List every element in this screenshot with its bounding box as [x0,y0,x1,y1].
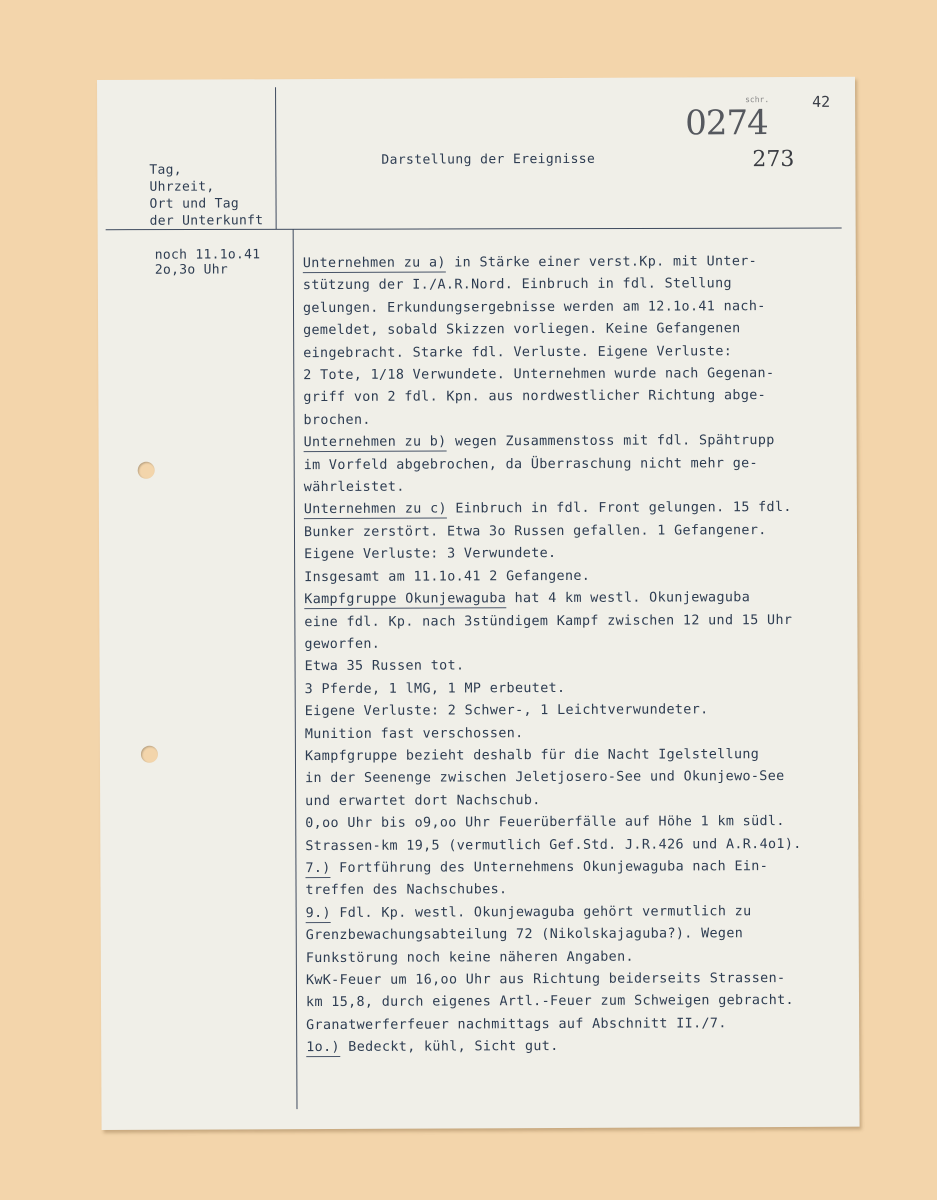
text-line [303,318,853,343]
text-line [304,587,854,612]
line-text: währleistet. [303,479,405,496]
header-left-column [149,161,263,229]
line-text: und erwartet dort Nachschub. [305,792,541,809]
header-label: Tag, [149,162,182,178]
line-text: 3 Pferde, 1 lMG, 1 MP erbeutet. [304,680,566,697]
underlined-heading: Unternehmen zu a) [302,255,446,272]
underlined-heading: 7.) [305,860,331,877]
text-line [303,340,853,365]
text-line [306,1013,856,1038]
header-column-divider [275,87,277,229]
archive-stamp-note: schr. [745,95,770,105]
text-line [306,923,856,948]
text-line [305,788,855,813]
header-label: Uhrzeit, [149,179,215,195]
text-line [304,452,854,477]
underlined-heading: Unternehmen zu b) [303,434,447,451]
date-line: noch 11.1o.41 [154,247,261,263]
text-line [304,497,854,522]
text-line [305,654,855,679]
text-line [303,363,853,388]
text-line [306,900,856,925]
line-text: treffen des Nachschubes. [305,882,508,899]
text-line [305,856,855,881]
header-label: Ort und Tag [149,196,239,212]
line-text: Eigene Verluste: 2 Schwer-, 1 Leichtverwundeter. [304,702,709,720]
line-text: in Stärke einer verst.Kp. mit Unter- [445,254,758,271]
line-text: im Vorfeld abgebrochen, da Überraschung nicht mehr ge- [303,455,758,473]
text-line [305,833,855,858]
line-text: KwK-Feuer um 16,oo Uhr aus Richtung beiderseits Strassen- [305,971,786,989]
line-text: 0,oo Uhr bis o9,oo Uhr Feuerüberfälle auf Höhe 1 km südl. [305,814,785,832]
document-page [97,77,860,1130]
text-line [306,1035,856,1060]
text-line [306,968,856,993]
line-text: stützung der I./A.R.Nord. Einbruch in fdl. Stellung [302,276,732,294]
line-text: Funkstörung noch keine näheren Angaben. [305,949,634,966]
text-line [304,542,854,567]
page-title: Darstellung der Ereignisse [381,151,596,168]
text-line [306,945,856,970]
underlined-heading: Kampfgruppe Okunjewaguba [304,591,507,608]
underlined-heading: Unternehmen zu c) [303,501,447,518]
text-line [304,609,854,634]
text-line [303,251,853,276]
text-line [305,676,855,701]
text-line [304,430,854,455]
line-text: Strassen-km 19,5 (vermutlich Gef.Std. J.R.426 und A.R.4o1). [305,836,802,854]
archive-stamp-number-2: 273 [752,146,795,173]
page-number: 42 [812,92,831,111]
line-text: km 15,8, durch eigenes Artl.-Feuer zum Schweigen gebracht. [305,993,794,1011]
text-line [305,699,855,724]
header-label: der Unterkunft [149,213,264,229]
line-text: Grenzbewachungsabteilung 72 (Nikolskajaguba?). Wegen [305,926,744,944]
line-text: Einbruch in fdl. Front gelungen. 15 fdl. [446,500,792,517]
events-text [303,251,857,1060]
underlined-heading: 1o.) [306,1040,340,1056]
text-line [303,296,853,321]
line-text: Bedeckt, kühl, Sicht gut. [339,1039,559,1056]
line-text: Kampfgruppe bezieht deshalb für die Nacht Igelstellung [304,747,760,765]
line-text: Eigene Verluste: 3 Verwundete. [304,546,557,563]
punch-hole-lower [141,746,158,763]
line-text: wegen Zusammenstoss mit fdl. Spähtrupp [446,433,775,450]
text-line [305,744,855,769]
line-text: Bunker zerstört. Etwa 3o Russen gefallen. 1 Gefangener. [303,522,767,540]
line-text: in der Seenenge zwischen Jeletjosero-See und Okunjewo-See [305,769,785,787]
time-line: 2o,3o Uhr [154,262,229,278]
text-line [304,475,854,500]
underlined-heading: 9.) [305,905,331,921]
line-text: griff von 2 fdl. Kpn. aus nordwestlicher Richtung abge- [303,388,767,406]
date-column [155,247,261,277]
text-line [305,766,855,791]
line-text: Fortführung des Unternehmens Okunjewaguba nach Ein- [330,859,769,876]
text-line [305,811,855,836]
line-text: eine fdl. Kp. nach 3stündigem Kampf zwischen 12 und 15 Uhr [304,612,793,630]
text-line [306,990,856,1015]
line-text: hat 4 km westl. Okunjewaguba [506,590,751,607]
line-text: geworfen. [304,636,381,653]
text-line [303,273,853,298]
line-text: eingebracht. Starke fdl. Verluste. Eigene Verluste: [303,343,733,361]
line-text: Granatwerferfeuer nachmittags auf Abschnitt II./7. [306,1016,727,1033]
punch-hole-upper [138,462,155,479]
text-line [304,632,854,657]
body-column-divider [293,229,298,1109]
text-line [304,520,854,545]
line-text: Munition fast verschossen. [304,725,524,742]
text-line [305,721,855,746]
line-text: Insgesamt am 11.1o.41 2 Gefangene. [304,568,591,585]
text-line [304,564,854,589]
line-text: gemeldet, sobald Skizzen vorliegen. Keine Gefangenen [303,321,741,339]
archive-stamp-number: 0274 [685,103,768,144]
line-text: Etwa 35 Russen tot. [304,658,465,675]
line-text: brochen. [303,412,371,428]
line-text: Fdl. Kp. westl. Okunjewaguba gehört vermutlich zu [330,903,752,921]
text-line [305,878,855,903]
text-line [303,408,853,433]
text-line [303,385,853,410]
line-text: gelungen. Erkundungsergebnisse werden am 12.1o.41 nach- [302,298,766,316]
line-text: 2 Tote, 1/18 Verwundete. Unternehmen wurde nach Gegenan- [303,366,775,384]
